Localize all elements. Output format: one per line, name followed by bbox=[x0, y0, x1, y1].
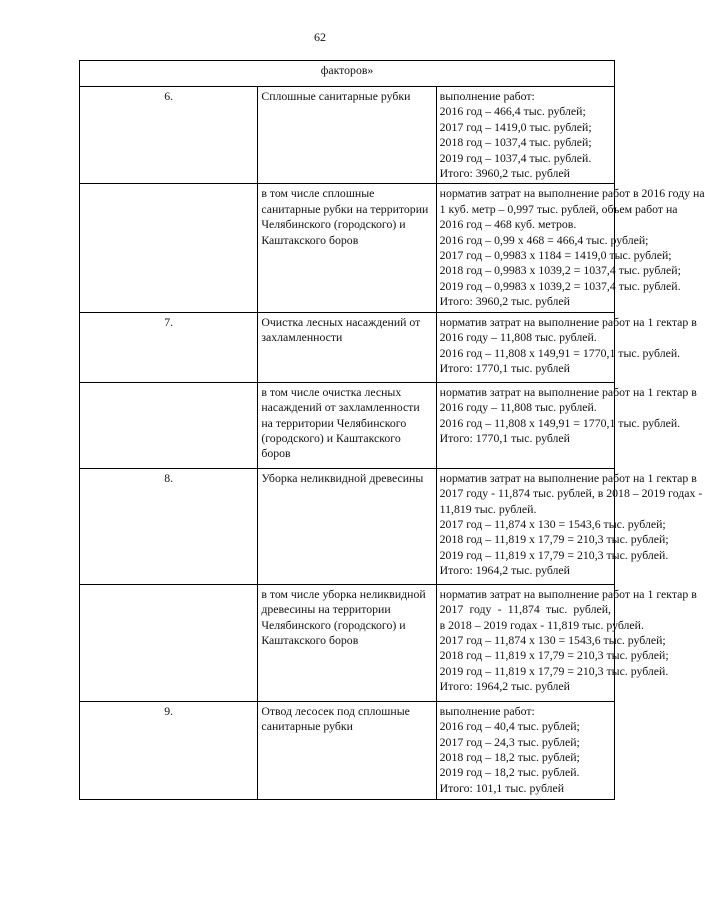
calc-line: 2017 году - 11,874 тыс. рублей, bbox=[439, 602, 611, 617]
calc-line: 2017 год – 11,874 х 130 = 1543,6 тыс. рублей; bbox=[439, 632, 666, 647]
calc-line: 11,819 тыс. рублей. bbox=[439, 501, 537, 516]
table-row bbox=[80, 382, 615, 468]
calc-line: 2018 год – 1037,4 тыс. рублей; bbox=[439, 135, 592, 150]
row-number bbox=[80, 184, 258, 312]
calc-line: норматив затрат на выполнение работ на 1 гектар в bbox=[439, 586, 697, 601]
work-name: Уборка неликвидной древесины bbox=[258, 468, 436, 584]
calc-line: 2016 год – 0,99 х 468 = 466,4 тыс. рублей; bbox=[439, 232, 649, 247]
calc-line: Итого: 3960,2 тыс. рублей bbox=[439, 294, 570, 309]
cost-calculation bbox=[436, 584, 697, 701]
row-number: 8. bbox=[80, 468, 258, 584]
table-row bbox=[80, 701, 615, 799]
calc-line: 2016 году – 11,808 тыс. рублей. bbox=[439, 330, 597, 345]
work-name: Очистка лесных насаждений от захламленности bbox=[258, 312, 436, 382]
calc-line: Итого: 101,1 тыс. рублей bbox=[439, 780, 565, 795]
table-row bbox=[80, 468, 615, 584]
calc-line: 2017 год – 1419,0 тыс. рублей; bbox=[439, 119, 592, 134]
table-row bbox=[80, 184, 615, 312]
calc-line: 2017 год – 0,9983 х 1184 = 1419,0 тыс. рублей; bbox=[439, 248, 672, 263]
calc-line: 2016 году – 11,808 тыс. рублей. bbox=[439, 400, 597, 415]
row-number: 6. bbox=[80, 87, 258, 184]
work-name: в том числе очистка лесных насаждений от захламленности на территории Челябинского (городского) и Каштакского боров bbox=[258, 382, 436, 468]
calc-line: в 2018 – 2019 годах - 11,819 тыс. рублей. bbox=[439, 617, 644, 632]
cost-calculation bbox=[436, 312, 697, 382]
calc-line: 2019 год – 11,819 х 17,79 = 210,3 тыс. рублей. bbox=[439, 663, 669, 678]
calc-line: 2019 год – 11,819 х 17,79 = 210,3 тыс. рублей. bbox=[439, 547, 669, 562]
work-name: в том числе уборка неликвидной древесины на территории Челябинского (городского) и Каштакского боров bbox=[258, 584, 436, 701]
calc-line: 2019 год – 1037,4 тыс. рублей. bbox=[439, 150, 592, 165]
work-name: Сплошные санитарные рубки bbox=[258, 87, 436, 184]
calc-line: выполнение работ: bbox=[439, 89, 535, 103]
calc-line: 2019 год – 18,2 тыс. рублей. bbox=[439, 765, 580, 780]
calc-line: 2018 год – 11,819 х 17,79 = 210,3 тыс. рублей; bbox=[439, 648, 669, 663]
row-number bbox=[80, 382, 258, 468]
calc-line: выполнение работ: bbox=[439, 703, 535, 718]
row-number bbox=[80, 584, 258, 701]
row-number: 9. bbox=[80, 701, 258, 799]
calc-line: норматив затрат на выполнение работ в 2016 году на bbox=[439, 186, 705, 201]
table-row bbox=[80, 87, 615, 184]
calc-line: 1 куб. метр – 0,997 тыс. рублей, объем работ на bbox=[439, 201, 678, 216]
calc-line: 2016 год – 11,808 х 149,91 = 1770,1 тыс. рублей. bbox=[439, 415, 681, 430]
calc-line: 2019 год – 0,9983 х 1039,2 = 1037,4 тыс. рублей. bbox=[439, 278, 681, 293]
calc-line: 2017 год – 11,874 х 130 = 1543,6 тыс. рублей; bbox=[439, 516, 666, 531]
calc-line: 2018 год – 0,9983 х 1039,2 = 1037,4 тыс. рублей; bbox=[439, 263, 681, 278]
calc-line: Итого: 1770,1 тыс. рублей bbox=[439, 360, 570, 375]
continued-header-cell: факторов» bbox=[80, 61, 615, 87]
cost-calculation bbox=[436, 468, 703, 584]
cost-table bbox=[79, 60, 705, 800]
calc-line: 2018 год – 11,819 х 17,79 = 210,3 тыс. рублей; bbox=[439, 532, 669, 547]
calc-line: 2016 год – 468 куб. метров. bbox=[439, 217, 577, 232]
cost-calculation bbox=[436, 184, 705, 312]
calc-line: 2018 год – 18,2 тыс. рублей; bbox=[439, 749, 580, 764]
calc-line: Итого: 1964,2 тыс. рублей bbox=[439, 563, 570, 578]
cost-calculation bbox=[436, 87, 614, 184]
table-row bbox=[80, 584, 615, 701]
work-name: в том числе сплошные санитарные рубки на территории Челябинского (городского) и Каштакского боров bbox=[258, 184, 436, 312]
calc-line: 2016 год – 40,4 тыс. рублей; bbox=[439, 719, 580, 734]
calc-line: Итого: 3960,2 тыс. рублей bbox=[439, 166, 570, 181]
calc-line: 2017 год – 24,3 тыс. рублей; bbox=[439, 734, 580, 749]
calc-line: 2017 году - 11,874 тыс. рублей, в 2018 – 2019 годах - bbox=[439, 486, 703, 501]
calc-line: норматив затрат на выполнение работ на 1 гектар в bbox=[439, 314, 697, 329]
work-name: Отвод лесосек под сплошные санитарные рубки bbox=[258, 701, 436, 799]
calc-line: 2016 год – 466,4 тыс. рублей; bbox=[439, 104, 586, 119]
page-number: 62 bbox=[314, 30, 326, 44]
cost-calculation bbox=[436, 382, 697, 468]
calc-line: норматив затрат на выполнение работ на 1 гектар в bbox=[439, 384, 697, 399]
row-number: 7. bbox=[80, 312, 258, 382]
cost-calculation bbox=[436, 701, 614, 799]
calc-line: Итого: 1964,2 тыс. рублей bbox=[439, 679, 570, 694]
calc-line: Итого: 1770,1 тыс. рублей bbox=[439, 430, 570, 445]
calc-line: норматив затрат на выполнение работ на 1 гектар в bbox=[439, 470, 697, 485]
header-row bbox=[80, 61, 615, 87]
calc-line: 2016 год – 11,808 х 149,91 = 1770,1 тыс. рублей. bbox=[439, 345, 681, 360]
table-row bbox=[80, 312, 615, 382]
